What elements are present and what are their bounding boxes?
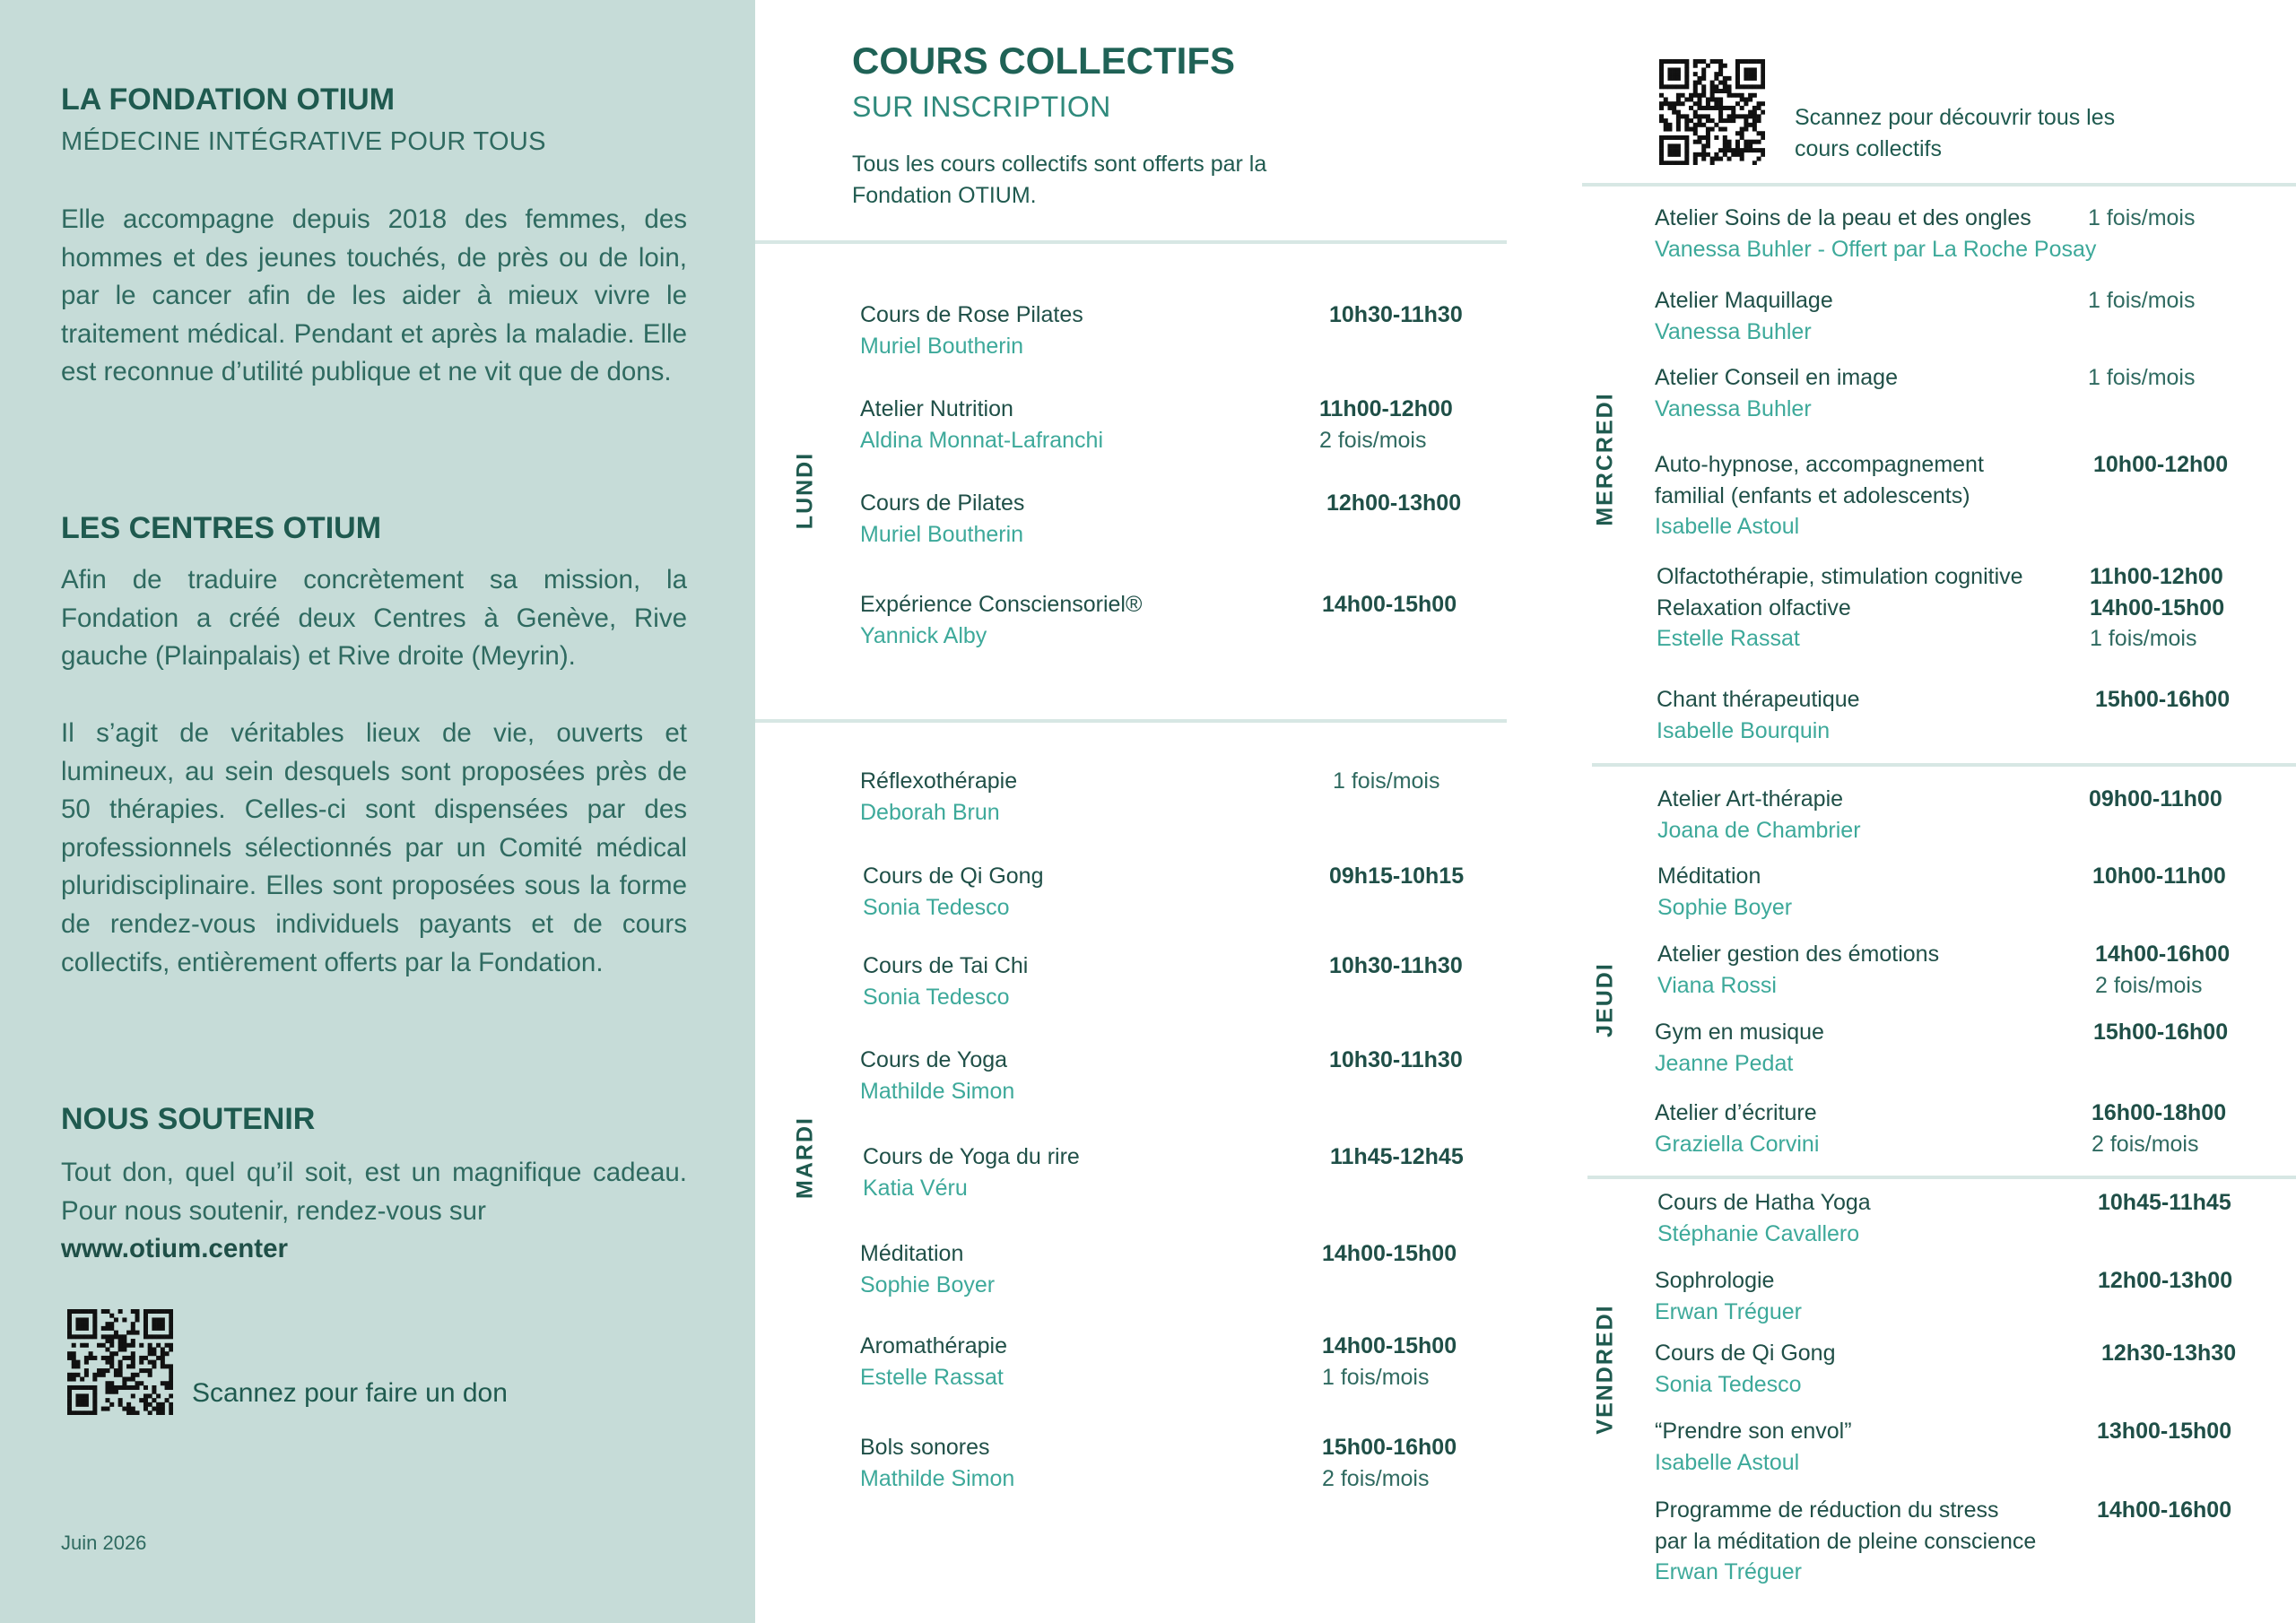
course-title: Cours de Yoga du rire bbox=[863, 1144, 1080, 1169]
course-entry bbox=[1655, 1017, 1824, 1079]
day-label-lundi: LUNDI bbox=[792, 451, 818, 530]
course-entry bbox=[1657, 861, 1792, 923]
centres-description: Afin de traduire concrètement sa mission, la Fondation a créé deux Centres à Genève, Rive gauche (Plainpalais) et Rive droite (Meyrin). bbox=[61, 565, 687, 672]
course-schedule bbox=[1329, 1045, 1463, 1076]
course-schedule bbox=[2088, 203, 2195, 234]
course-schedule bbox=[2092, 861, 2226, 892]
course-entry bbox=[863, 950, 1028, 1012]
course-title: Sophrologie bbox=[1655, 1268, 1775, 1293]
course-frequency: 2 fois/mois bbox=[2092, 1131, 2199, 1157]
course-instructor: Mathilde Simon bbox=[860, 1465, 1015, 1491]
divider-thursday-top bbox=[1592, 763, 2296, 767]
course-title: Cours de Qi Gong bbox=[863, 864, 1044, 889]
course-instructor: Jeanne Pedat bbox=[1655, 1050, 1794, 1076]
course-frequency: 1 fois/mois bbox=[2088, 365, 2196, 390]
course-entry bbox=[1655, 285, 1833, 347]
course-title: Chant thérapeutique bbox=[1657, 687, 1860, 712]
course-schedule bbox=[2095, 939, 2230, 1001]
course-entry bbox=[1657, 561, 2023, 655]
course-schedule bbox=[2089, 784, 2222, 815]
course-schedule bbox=[2098, 1265, 2232, 1297]
course-instructor: Sonia Tedesco bbox=[863, 894, 1010, 920]
course-frequency: 1 fois/mois bbox=[1333, 768, 1440, 794]
course-frequency: 1 fois/mois bbox=[1322, 1364, 1430, 1390]
support-text: Tout don, quel qu’il soit, est un magnifique cadeau. Pour nous soutenir, rendez-vous sur bbox=[61, 1158, 687, 1226]
foundation-title: LA FONDATION OTIUM bbox=[61, 82, 396, 117]
course-instructor: Aldina Monnat-Lafranchi bbox=[860, 427, 1103, 453]
course-frequency: 2 fois/mois bbox=[1322, 1465, 1430, 1491]
course-entry bbox=[1657, 939, 1939, 1001]
course-entry bbox=[860, 1432, 1014, 1494]
course-time: 15h00-16h00 bbox=[2093, 1020, 2229, 1045]
course-entry bbox=[860, 1331, 1007, 1393]
course-schedule bbox=[2090, 561, 2224, 655]
course-title: Cours de Tai Chi bbox=[863, 953, 1029, 978]
course-time: 14h00-15h00 bbox=[1322, 1241, 1457, 1266]
course-title: Atelier Art-thérapie bbox=[1657, 786, 1844, 812]
course-instructor: Muriel Boutherin bbox=[860, 333, 1024, 359]
course-instructor: Isabelle Astoul bbox=[1655, 514, 1800, 539]
course-title: Olfactothérapie, stimulation cognitive Relaxation olfactive bbox=[1657, 564, 2023, 621]
course-schedule bbox=[1322, 1238, 1457, 1270]
divider-monday-top bbox=[755, 240, 1507, 244]
course-title: Atelier Conseil en image bbox=[1655, 365, 1898, 390]
course-instructor: Vanessa Buhler bbox=[1655, 395, 1812, 421]
course-title: Méditation bbox=[1657, 864, 1761, 889]
course-instructor: Erwan Tréguer bbox=[1655, 1298, 1802, 1324]
course-time: 15h00-16h00 bbox=[1322, 1435, 1457, 1460]
course-instructor: Estelle Rassat bbox=[1657, 626, 1800, 651]
publication-date: Juin 2026 bbox=[61, 1532, 147, 1554]
course-schedule bbox=[1329, 950, 1463, 982]
course-schedule bbox=[2095, 684, 2230, 716]
course-instructor: Yannick Alby bbox=[860, 622, 987, 648]
course-entry bbox=[1655, 203, 2096, 265]
course-instructor: Katia Véru bbox=[863, 1175, 968, 1201]
course-entry bbox=[860, 394, 1103, 456]
course-entry bbox=[1657, 784, 1861, 846]
course-title: Atelier Soins de la peau et des ongles bbox=[1655, 205, 2031, 230]
day-label-mercredi: MERCREDI bbox=[1592, 392, 1618, 526]
course-time: 14h00-15h00 bbox=[1322, 592, 1457, 617]
website-link[interactable]: www.otium.center bbox=[61, 1234, 288, 1264]
course-time: 10h30-11h30 bbox=[1329, 953, 1463, 978]
course-entry bbox=[863, 1141, 1080, 1203]
course-frequency: 1 fois/mois bbox=[2088, 205, 2196, 230]
course-entry bbox=[1655, 1265, 1802, 1327]
course-time: 14h00-16h00 bbox=[2095, 942, 2231, 967]
course-instructor: Estelle Rassat bbox=[860, 1364, 1004, 1390]
course-title: Auto-hypnose, accompagnement familial (enfants et adolescents) bbox=[1655, 452, 1984, 508]
course-title: Bols sonores bbox=[860, 1435, 990, 1460]
course-schedule bbox=[2097, 1416, 2231, 1447]
course-frequency: 2 fois/mois bbox=[1319, 427, 1427, 453]
course-frequency: 1 fois/mois bbox=[2088, 288, 2196, 313]
course-instructor: Sonia Tedesco bbox=[1655, 1371, 1802, 1397]
course-schedule bbox=[1326, 488, 1461, 519]
course-time: 16h00-18h00 bbox=[2092, 1100, 2227, 1125]
course-instructor: Muriel Boutherin bbox=[860, 521, 1024, 547]
course-instructor: Isabelle Bourquin bbox=[1657, 717, 1831, 743]
course-entry bbox=[860, 299, 1083, 361]
course-frequency: 2 fois/mois bbox=[2095, 972, 2203, 998]
divider-tuesday-top bbox=[755, 719, 1507, 723]
course-schedule bbox=[1329, 299, 1463, 331]
day-label-mardi: MARDI bbox=[792, 1116, 818, 1199]
course-schedule bbox=[1329, 861, 1464, 892]
left-panel bbox=[0, 0, 755, 1623]
course-schedule bbox=[2101, 1338, 2236, 1369]
course-schedule bbox=[2092, 1098, 2226, 1159]
course-entry bbox=[1657, 684, 1860, 746]
course-title: Atelier gestion des émotions bbox=[1657, 942, 1940, 967]
course-schedule bbox=[1333, 766, 1439, 797]
courses-intro: Tous les cours collectifs sont offerts par la Fondation OTIUM. bbox=[852, 152, 1267, 208]
course-title: Cours de Rose Pilates bbox=[860, 302, 1083, 327]
course-schedule bbox=[1330, 1141, 1464, 1173]
course-time: 15h00-16h00 bbox=[2095, 687, 2231, 712]
course-title: Cours de Yoga bbox=[860, 1047, 1008, 1072]
course-time: 12h30-13h30 bbox=[2101, 1341, 2237, 1366]
course-entry bbox=[1655, 1495, 2036, 1588]
course-time: 10h45-11h45 bbox=[2098, 1190, 2231, 1215]
course-title: Réflexothérapie bbox=[860, 768, 1018, 794]
course-time: 10h00-11h00 bbox=[2092, 864, 2226, 889]
course-schedule bbox=[2093, 1017, 2228, 1048]
courses-qr-caption: Scannez pour découvrir tous les cours collectifs bbox=[1795, 105, 2116, 161]
foundation-description: Elle accompagne depuis 2018 des femmes, des hommes et des jeunes touchés, de près ou de loin, par le cancer afin de les aider à mieux vivre le traitement médical. Pendant et après la maladie. Elle est reconnue d’utilité publique et ne vit que de dons. bbox=[61, 204, 687, 387]
course-title: Méditation bbox=[860, 1241, 964, 1266]
day-label-vendredi: VENDREDI bbox=[1592, 1304, 1618, 1435]
donation-qr-caption: Scannez pour faire un don bbox=[192, 1378, 508, 1408]
course-time: 12h00-13h00 bbox=[1326, 490, 1462, 516]
course-title: Programme de réduction du stress par la méditation de pleine conscience bbox=[1655, 1497, 2037, 1554]
course-time: 10h30-11h30 bbox=[1329, 302, 1463, 327]
divider-friday-top bbox=[1587, 1176, 2296, 1179]
course-schedule bbox=[1322, 589, 1457, 621]
course-schedule bbox=[2097, 1495, 2231, 1526]
course-entry bbox=[860, 766, 1017, 828]
course-time: 14h00-15h00 bbox=[2090, 595, 2225, 621]
course-title: Cours de Hatha Yoga bbox=[1657, 1190, 1871, 1215]
course-schedule bbox=[2093, 449, 2228, 481]
course-instructor: Sophie Boyer bbox=[860, 1271, 996, 1298]
course-entry bbox=[860, 488, 1024, 550]
course-instructor: Sonia Tedesco bbox=[863, 984, 1010, 1010]
course-schedule bbox=[1322, 1432, 1457, 1494]
course-instructor: Stéphanie Cavallero bbox=[1657, 1220, 1860, 1246]
course-entry bbox=[1655, 362, 1898, 424]
course-time: 13h00-15h00 bbox=[2097, 1419, 2232, 1444]
centres-details: Il s’agit de véritables lieux de vie, ouverts et lumineux, au sein desquels sont proposées près de 50 thérapies. Celles-ci sont dispensées par des professionnels sélectionnés par un Comité médical pluridisciplinaire. Elles sont proposées sous la forme de rendez-vous individuels payants et de cours collectifs, entièrement offerts par la Fondation. bbox=[61, 718, 687, 977]
course-title: Atelier Maquillage bbox=[1655, 288, 1833, 313]
course-instructor: Vanessa Buhler bbox=[1655, 318, 1812, 344]
course-instructor: Isabelle Astoul bbox=[1655, 1449, 1800, 1475]
divider-wednesday-top bbox=[1582, 183, 2296, 187]
course-instructor: Joana de Chambrier bbox=[1657, 817, 1861, 843]
foundation-subtitle: MÉDECINE INTÉGRATIVE POUR TOUS bbox=[61, 127, 546, 156]
course-title: Aromathérapie bbox=[860, 1333, 1007, 1358]
course-schedule bbox=[1322, 1331, 1457, 1393]
course-schedule bbox=[2088, 362, 2195, 394]
course-time: 14h00-15h00 bbox=[1322, 1333, 1457, 1358]
support-title: NOUS SOUTENIR bbox=[61, 1102, 316, 1136]
support-description bbox=[61, 1154, 687, 1269]
course-title: Gym en musique bbox=[1655, 1020, 1824, 1045]
course-title: Atelier Nutrition bbox=[860, 396, 1013, 421]
course-time: 11h00-12h00 bbox=[1319, 396, 1453, 421]
course-schedule bbox=[1319, 394, 1453, 456]
course-entry bbox=[863, 861, 1044, 923]
course-entry bbox=[1655, 1098, 1819, 1159]
course-time: 10h00-12h00 bbox=[2093, 452, 2229, 477]
course-time: 09h15-10h15 bbox=[1329, 864, 1465, 889]
day-label-jeudi: JEUDI bbox=[1592, 962, 1618, 1037]
course-instructor: Sophie Boyer bbox=[1657, 894, 1793, 920]
courses-subheading: SUR INSCRIPTION bbox=[852, 91, 1111, 123]
course-title: “Prendre son envol” bbox=[1655, 1419, 1852, 1444]
course-instructor: Vanessa Buhler - Offert par La Roche Posay bbox=[1655, 236, 2097, 262]
course-title: Cours de Qi Gong bbox=[1655, 1341, 1836, 1366]
course-time: 11h00-12h00 bbox=[2090, 564, 2223, 589]
course-instructor: Graziella Corvini bbox=[1655, 1131, 1820, 1157]
course-title: Expérience Consciensoriel® bbox=[860, 592, 1143, 617]
course-time: 09h00-11h00 bbox=[2089, 786, 2222, 812]
course-time: 12h00-13h00 bbox=[2098, 1268, 2233, 1293]
course-entry bbox=[860, 1238, 995, 1300]
course-frequency: 1 fois/mois bbox=[2090, 626, 2197, 651]
centres-title: LES CENTRES OTIUM bbox=[61, 511, 382, 545]
course-entry bbox=[1655, 1338, 1836, 1400]
course-instructor: Deborah Brun bbox=[860, 799, 1000, 825]
course-schedule bbox=[2098, 1187, 2231, 1219]
course-time: 10h30-11h30 bbox=[1329, 1047, 1463, 1072]
course-instructor: Viana Rossi bbox=[1657, 972, 1777, 998]
donation-qr-code bbox=[67, 1309, 173, 1415]
course-title: Cours de Pilates bbox=[860, 490, 1025, 516]
courses-heading: COURS COLLECTIFS bbox=[852, 39, 1235, 82]
courses-qr-code bbox=[1659, 59, 1765, 165]
course-time: 11h45-12h45 bbox=[1330, 1144, 1464, 1169]
course-schedule bbox=[2088, 285, 2195, 317]
course-time: 14h00-16h00 bbox=[2097, 1497, 2232, 1523]
course-entry bbox=[1655, 449, 2049, 542]
course-title: Atelier d’écriture bbox=[1655, 1100, 1817, 1125]
course-entry bbox=[1655, 1416, 1852, 1478]
course-entry bbox=[860, 1045, 1014, 1107]
course-instructor: Erwan Tréguer bbox=[1655, 1559, 1802, 1584]
course-entry bbox=[1657, 1187, 1871, 1249]
course-instructor: Mathilde Simon bbox=[860, 1078, 1015, 1104]
course-entry bbox=[860, 589, 1142, 651]
